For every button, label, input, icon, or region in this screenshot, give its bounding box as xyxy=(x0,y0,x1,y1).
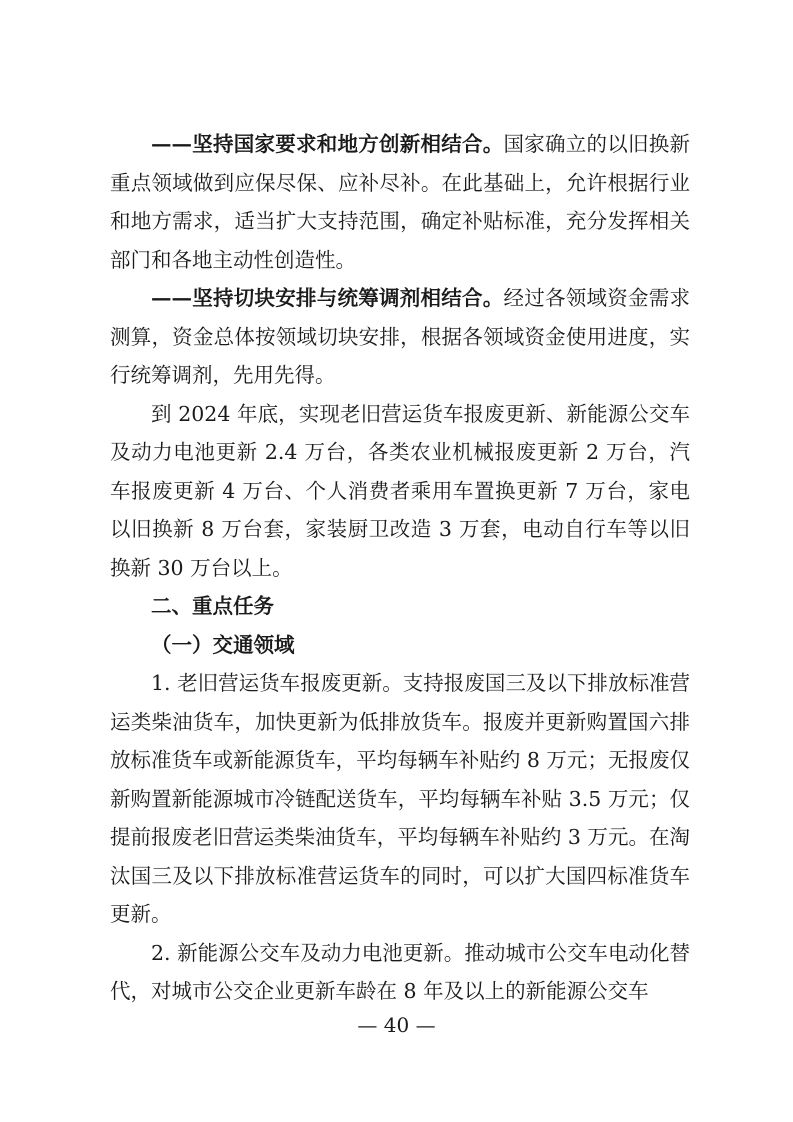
principle-1-title: ——坚持国家要求和地方创新相结合。 xyxy=(151,132,504,156)
paragraph-principle-1 xyxy=(110,125,690,279)
document-body xyxy=(110,125,690,1011)
principle-2-text: 经过各领域资金需求测算，资金总体按领域切块安排，根据各领域资金使用进度，实行统筹调剂，先用先得。 xyxy=(110,286,690,387)
paragraph-item-2: 2. 新能源公交车及动力电池更新。推动城市公交车电动化替代，对城市公交企业更新车龄在 8 年及以上的新能源公交车 xyxy=(110,940,690,1003)
paragraph-targets: 到 2024 年底，实现老旧营运货车报废更新、新能源公交车及动力电池更新 2.4 万台，各类农业机械报废更新 2 万台，汽车报废更新 4 万台、个人消费者乘用车置换更新 7 万台，家电以旧换新 8 万台套，家装厨卫改造 3 万套，电动自行车等以旧换新 30 万台以上。 xyxy=(110,401,690,580)
paragraph-item-1: 1. 老旧营运货车报废更新。支持报废国三及以下排放标准营运类柴油货车，加快更新为低排放货车。报废并更新购置国六排放标准货车或新能源货车，平均每辆车补贴约 8 万元；无报废仅新购置新能源城市冷链配送货车，平均每辆车补贴 3.5 万元；仅提前报废老旧营运类柴油货车，平均每辆车补贴约 3 万元。在淘汰国三及以下排放标准营运货车的同时，可以扩大国四标准货车更新。 xyxy=(110,671,690,926)
subsection-heading: （一）交通领域 xyxy=(151,632,295,657)
principle-2-title: ——坚持切块安排与统筹调剂相结合。 xyxy=(151,286,504,310)
paragraph-principle-2 xyxy=(110,279,690,395)
section-heading: 二、重点任务 xyxy=(151,594,274,618)
principle-1-text: 国家确立的以旧换新重点领域做到应保尽保、应补尽补。在此基础上，允许根据行业和地方需求，适当扩大支持范围，确定补贴标准，充分发挥相关部门和各地主动性创造性。 xyxy=(110,132,690,272)
page-number: — 40 — xyxy=(357,1013,436,1037)
